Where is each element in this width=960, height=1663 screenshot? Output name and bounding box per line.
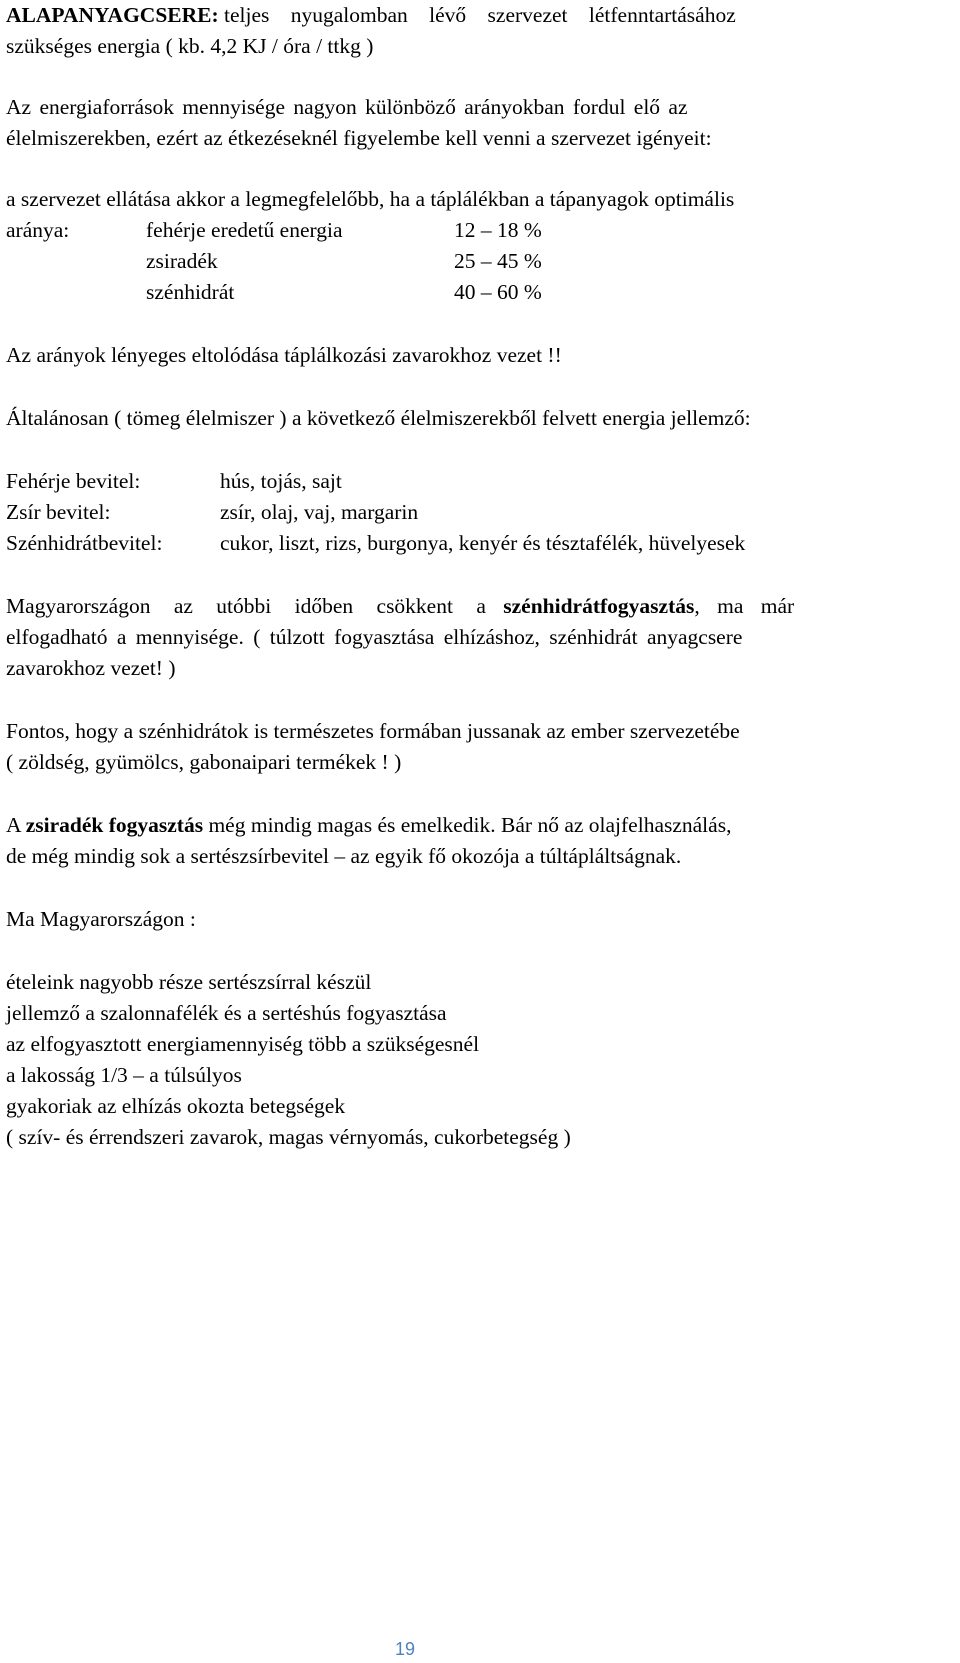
- list-item: a lakosság 1/3 – a túlsúlyos: [6, 1063, 242, 1087]
- hungary-carbs-line-3: zavarokhoz vezet! ): [6, 656, 176, 680]
- list-item: gyakoriak az elhízás okozta betegségek: [6, 1094, 346, 1118]
- optimal-ratio-block: [6, 184, 904, 308]
- hungary-carbs-line-1: Magyarországon az utóbbi időben csökkent a szénhidrátfogyasztás, ma már: [6, 594, 795, 618]
- fat-consumption-paragraph: [6, 810, 904, 872]
- energy-sources-paragraph: [6, 92, 904, 154]
- energy-sources-line-2: élelmiszerekben, ezért az étkezéseknél figyelembe kell venni a szervezet igényeit:: [6, 126, 712, 150]
- fat-consumption-term: zsiradék fogyasztás: [25, 813, 204, 837]
- intake-row: [6, 466, 904, 497]
- intake-label: Zsír bevitel:: [6, 500, 111, 524]
- intake-label: Szénhidrátbevitel:: [6, 531, 163, 555]
- definition-text: teljes nyugalomban lévő szervezet létfenntartásához: [224, 3, 736, 27]
- ratio-value: 40 – 60 %: [454, 280, 542, 304]
- natural-form-paragraph: [6, 716, 904, 778]
- natural-form-line-1: Fontos, hogy a szénhidrátok is természetes formában jussanak az ember szervezetébe: [6, 719, 740, 743]
- document-page: [6, 0, 904, 1153]
- ratio-row: [6, 215, 904, 246]
- intake-label: Fehérje bevitel:: [6, 469, 141, 493]
- ratio-row: [6, 246, 904, 277]
- ratio-name: zsiradék: [146, 249, 218, 273]
- intake-row: [6, 528, 904, 559]
- hungary-carbs-paragraph: [6, 591, 904, 684]
- warning-line: Az arányok lényeges eltolódása táplálkozási zavarokhoz vezet !!: [6, 343, 562, 367]
- intake-foods: cukor, liszt, rizs, burgonya, kenyér és tésztafélék, hüvelyesek: [220, 531, 746, 555]
- ratio-lead: aránya:: [6, 218, 70, 242]
- ratio-name: szénhidrát: [146, 280, 235, 304]
- intake-table: [6, 466, 904, 559]
- intake-foods: hús, tojás, sajt: [220, 469, 342, 493]
- definition-term: ALAPANYAGCSERE:: [6, 3, 219, 27]
- intake-row: [6, 497, 904, 528]
- definition-line-1: [6, 0, 904, 31]
- list-item: jellemző a szalonnafélék és a sertéshús fogyasztása: [6, 1001, 447, 1025]
- list-item: ételeink nagyobb része sertészsírral készül: [6, 970, 372, 994]
- today-list: [6, 967, 904, 1153]
- ratio-value: 25 – 45 %: [454, 249, 542, 273]
- energy-sources-line-1: Az energiaforrások mennyisége nagyon különböző arányokban fordul elő az: [6, 95, 688, 119]
- list-item: ( szív- és érrendszeri zavarok, magas vérnyomás, cukorbetegség ): [6, 1125, 571, 1149]
- page-number: 19: [394, 1639, 416, 1659]
- definition-line-2: szükséges energia ( kb. 4,2 KJ / óra / ttkg ): [6, 34, 374, 58]
- carb-consumption-term: szénhidrátfogyasztás: [503, 594, 695, 618]
- ratio-name: fehérje eredetű energia: [146, 218, 343, 242]
- intake-foods: zsír, olaj, vaj, margarin: [220, 500, 419, 524]
- optimal-ratio-intro: a szervezet ellátása akkor a legmegfelelőbb, ha a táplálékban a tápanyagok optimális: [6, 187, 735, 211]
- list-item: az elfogyasztott energiamennyiség több a szükségesnél: [6, 1032, 480, 1056]
- hungary-carbs-line-2: elfogadható a mennyisége. ( túlzott fogyasztása elhízáshoz, szénhidrát anyagcsere: [6, 625, 743, 649]
- fat-consumption-line-1: A zsiradék fogyasztás még mindig magas és emelkedik. Bár nő az olajfelhasználás,: [6, 813, 732, 837]
- ratio-value: 12 – 18 %: [454, 218, 542, 242]
- today-heading: Ma Magyarországon :: [6, 907, 196, 931]
- ratio-row: [6, 277, 904, 308]
- natural-form-line-2: ( zöldség, gyümölcs, gabonaipari termékek ! ): [6, 750, 402, 774]
- fat-consumption-line-2: de még mindig sok a sertészsírbevitel – az egyik fő okozója a túltápláltságnak.: [6, 844, 682, 868]
- definition-paragraph: [6, 0, 904, 62]
- general-intro-line: Általánosan ( tömeg élelmiszer ) a következő élelmiszerekből felvett energia jellemző:: [6, 406, 751, 430]
